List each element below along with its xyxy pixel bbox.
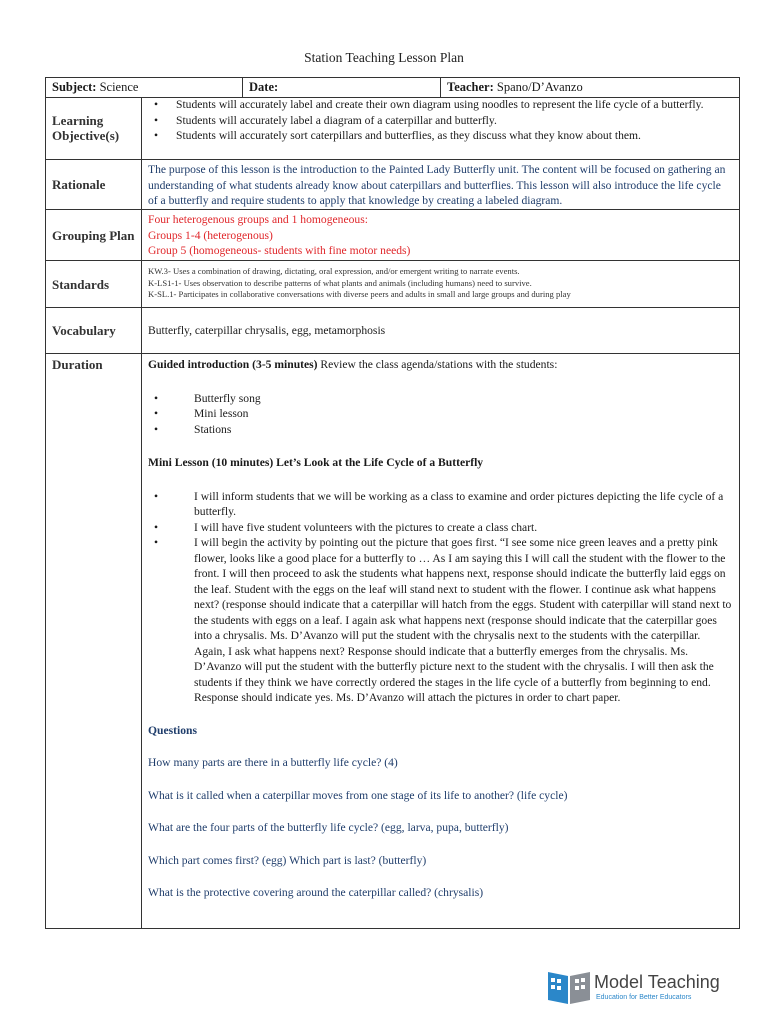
date-cell <box>243 78 441 97</box>
logo-tagline: Education for Better Educators <box>596 994 692 1001</box>
rationale-row <box>46 160 739 210</box>
guided-intro <box>148 357 733 373</box>
objectives-label: Learning Objective(s) <box>46 97 142 159</box>
mini-lesson-item: • I will have five student volunteers with the pictures to create a class chart. <box>148 520 733 536</box>
objective-item: • Students will accurately label a diagram of a caterpillar and butterfly. <box>148 113 733 129</box>
objectives-row <box>46 97 739 160</box>
grouping-label: Grouping Plan <box>46 210 142 260</box>
header-row <box>46 78 739 98</box>
grouping-row <box>46 210 739 261</box>
lesson-plan-table <box>45 77 740 929</box>
date-label: Date: <box>249 80 279 94</box>
question-item: What is the protective covering around the caterpillar called? (chrysalis) <box>148 886 484 899</box>
page-title: Station Teaching Lesson Plan <box>304 50 464 65</box>
objective-item: • Students will accurately label and create their own diagram using noodles to represent the life cycle of a butterfly. <box>148 97 733 113</box>
standard-line: K-LS1-1- Uses observation to describe patterns of what plants and animals (including humans) need to survive. <box>148 277 532 288</box>
vocabulary-label: Vocabulary <box>46 308 142 353</box>
mini-lesson-list <box>148 489 733 706</box>
mini-lesson-item: • I will inform students that we will be working as a class to examine and order pictures depicting the life cycle of a butterfly. <box>148 489 733 520</box>
standard-line: KW.3- Uses a combination of drawing, dictating, oral expression, and/or emergent writing to narrate events. <box>148 266 520 276</box>
mini-lesson-title: Mini Lesson (10 minutes) Let’s Look at the Life Cycle of a Butterfly <box>148 456 484 469</box>
question-item: How many parts are there in a butterfly life cycle? (4) <box>148 756 398 769</box>
standards-content <box>142 261 739 307</box>
question-item: What are the four parts of the butterfly life cycle? (egg, larva, pupa, butterfly) <box>148 821 509 834</box>
subject-value: Science <box>99 80 139 94</box>
guided-intro-title: Guided introduction (3-5 minutes) <box>148 358 318 371</box>
grouping-line: Groups 1-4 (heterogenous) <box>148 228 273 242</box>
objectives-content <box>142 97 739 159</box>
logo-name: Model Teaching <box>594 972 720 992</box>
guided-intro-text: Review the class agenda/stations with the students: <box>317 358 558 371</box>
questions-title: Questions <box>148 723 197 737</box>
teacher-label: Teacher: <box>447 80 494 94</box>
rationale-label: Rationale <box>46 160 142 209</box>
teacher-cell <box>441 78 739 97</box>
vocabulary-row <box>46 308 739 354</box>
duration-content <box>142 354 739 928</box>
question-item: Which part comes first? (egg) Which part is last? (butterfly) <box>148 853 427 867</box>
question-item: What is it called when a caterpillar moves from one stage of its life to another? (life cycle) <box>148 788 568 802</box>
grouping-content <box>142 210 739 260</box>
grouping-line: Group 5 (homogeneous- students with fine motor needs) <box>148 244 411 257</box>
standards-label: Standards <box>46 261 142 307</box>
subject-label: Subject: <box>52 80 97 94</box>
mini-lesson-item: • I will begin the activity by pointing out the picture that goes first. “I see some nice green leaves and a pretty pink flower, looks like a good place for a butterfly to … As I am saying this I will call the student with the flower to the front. I will then proceed to ask the students what happens next, response should indicate the butterfly laid eggs on the leaf. Student with the eggs on the leaf will stand next to student with the flower. I continue ask what happens next? (response should indicate that a caterpillar will hatch from the eggs. Student with caterpillar will stand next to the students with eggs on a leaf. I again ask what happens next (response should indicate that the caterpillar goes into a chrysalis. Ms. D’Avanzo will put the student with the chrysalis next to the students with the caterpillar. Again, I ask what happens next? Response should indicate that a butterfly emerges from the chrysalis. Ms. D’Avanzo will put the student with the butterfly picture next to the student with the chrysalis. I will then ask the students if they think we have correctly ordered the stages in the life cycle of a butterfly from beginning to end. Response should indicate yes. Ms. D’Avanzo will attach the pictures in order to chart paper. <box>148 535 733 706</box>
duration-row <box>46 354 739 928</box>
standards-row <box>46 261 739 308</box>
subject-cell <box>46 78 243 97</box>
guided-item: • Butterfly song <box>148 391 733 407</box>
guided-list <box>148 391 733 438</box>
guided-item: • Mini lesson <box>148 406 733 422</box>
objective-item: • Students will accurately sort caterpillars and butterflies, as they discuss what they know about them. <box>148 128 733 144</box>
rationale-text: The purpose of this lesson is the introduction to the Painted Lady Butterfly unit. The content will be focused on gathering an understanding of what students already know about caterpillars and butterflies. This lesson will also introduce the life cycle of a butterfly and require students to apply that knowledge by creating a labeled diagram. <box>148 163 726 207</box>
duration-label: Duration <box>46 354 142 928</box>
vocabulary-text: Butterfly, caterpillar chrysalis, egg, metamorphosis <box>148 323 386 337</box>
teacher-value: Spano/D’Avanzo <box>496 80 583 94</box>
standard-line: K-SL.1- Participates in collaborative conversations with diverse peers and adults in small and large groups and during play <box>148 289 571 299</box>
grouping-line: Four heterogenous groups and 1 homogeneous: <box>148 213 368 226</box>
guided-item: • Stations <box>148 422 733 438</box>
